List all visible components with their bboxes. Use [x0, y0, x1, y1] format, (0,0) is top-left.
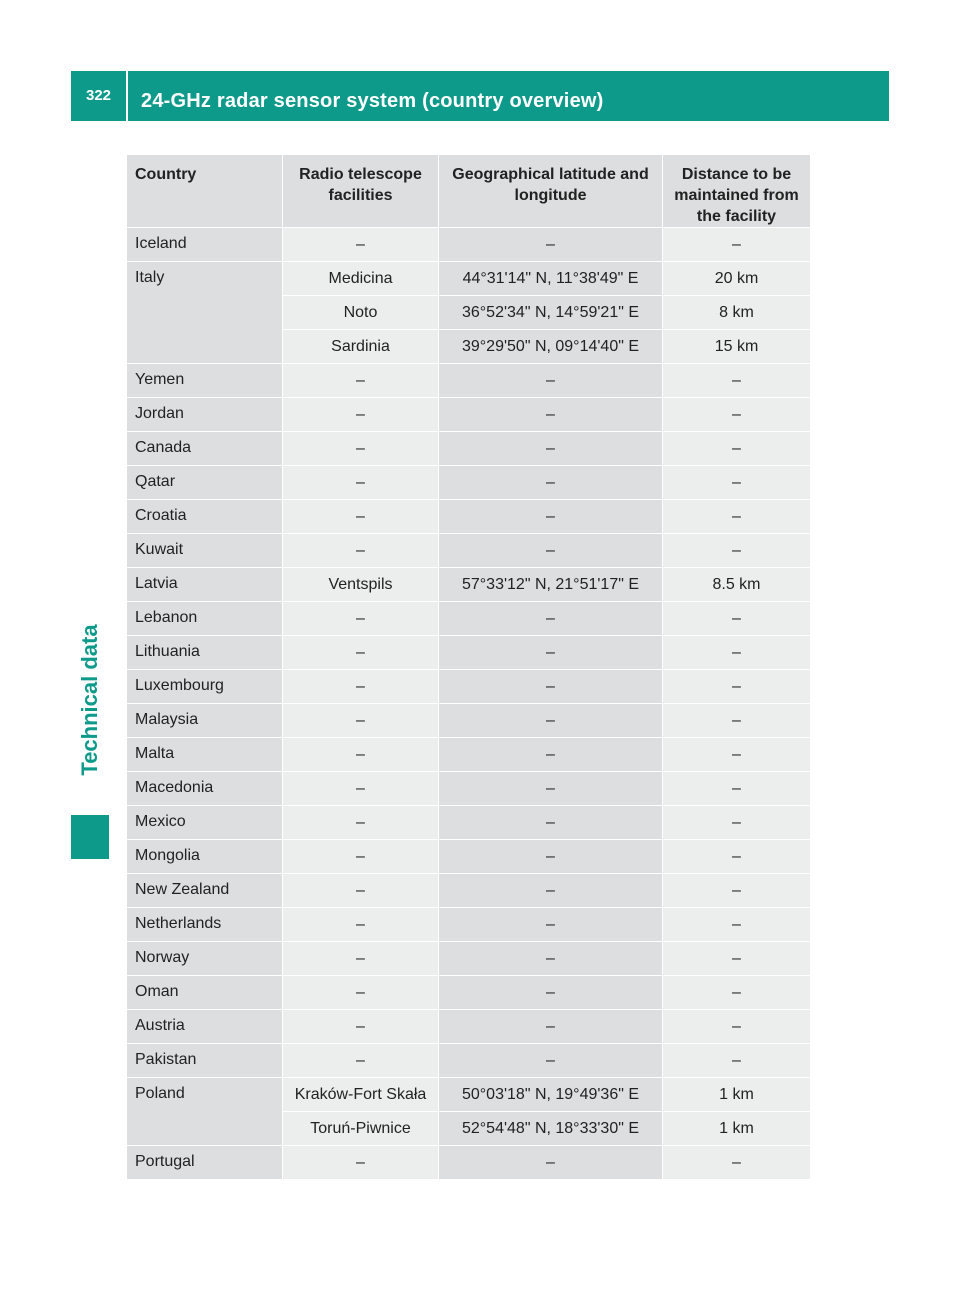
header-divider — [126, 71, 128, 121]
facility-cell: – — [283, 874, 439, 908]
country-cell: Mexico — [127, 806, 283, 840]
distance-cell: 8.5 km — [663, 568, 811, 602]
country-cell: Latvia — [127, 568, 283, 602]
country-cell: Portugal — [127, 1146, 283, 1180]
coordinates-cell: – — [439, 432, 663, 466]
page-number: 322 — [85, 87, 112, 104]
facility-cell: – — [283, 466, 439, 500]
table-body — [127, 228, 811, 1180]
coordinates-cell: – — [439, 772, 663, 806]
facility-cell: – — [283, 772, 439, 806]
coordinates-cell: – — [439, 874, 663, 908]
facility-cell: – — [283, 228, 439, 262]
distance-cell: – — [663, 1044, 811, 1078]
coordinates-cell: – — [439, 1044, 663, 1078]
facility-cell: Sardinia — [283, 330, 439, 364]
country-cell: Yemen — [127, 364, 283, 398]
country-cell: Lebanon — [127, 602, 283, 636]
table-row — [127, 534, 811, 568]
distance-cell: – — [663, 500, 811, 534]
country-cell: Malta — [127, 738, 283, 772]
coordinates-cell: 52°54'48" N, 18°33'30" E — [439, 1112, 663, 1146]
coordinates-cell: – — [439, 636, 663, 670]
table-row — [127, 262, 811, 296]
distance-cell: 1 km — [663, 1112, 811, 1146]
facility-cell: – — [283, 1044, 439, 1078]
column-header-facilities: Radio telescope facilities — [283, 155, 439, 228]
coordinates-cell: 39°29'50" N, 09°14'40" E — [439, 330, 663, 364]
facility-cell: Toruń-Piwnice — [283, 1112, 439, 1146]
distance-cell: 15 km — [663, 330, 811, 364]
country-cell: Qatar — [127, 466, 283, 500]
section-marker — [71, 815, 109, 859]
coordinates-cell: – — [439, 364, 663, 398]
distance-cell: – — [663, 840, 811, 874]
coordinates-cell: – — [439, 1010, 663, 1044]
distance-cell: 20 km — [663, 262, 811, 296]
country-table — [126, 154, 811, 1180]
distance-cell: – — [663, 432, 811, 466]
coordinates-cell: – — [439, 806, 663, 840]
facility-cell: – — [283, 636, 439, 670]
column-header-country: Country — [127, 155, 283, 228]
facility-cell: Medicina — [283, 262, 439, 296]
facility-cell: – — [283, 602, 439, 636]
country-cell: Netherlands — [127, 908, 283, 942]
coordinates-cell: – — [439, 670, 663, 704]
coordinates-cell: – — [439, 1146, 663, 1180]
country-cell: Lithuania — [127, 636, 283, 670]
coordinates-cell: 57°33'12" N, 21°51'17" E — [439, 568, 663, 602]
table-row — [127, 364, 811, 398]
country-cell: Iceland — [127, 228, 283, 262]
table-row — [127, 602, 811, 636]
page-title: 24-GHz radar sensor system (country overview) — [141, 90, 604, 112]
table-row — [127, 500, 811, 534]
coordinates-cell: – — [439, 228, 663, 262]
table-row — [127, 568, 811, 602]
table-row — [127, 942, 811, 976]
coordinates-cell: 50°03'18" N, 19°49'36" E — [439, 1078, 663, 1112]
coordinates-cell: – — [439, 976, 663, 1010]
distance-cell: – — [663, 1010, 811, 1044]
country-cell: Italy — [127, 262, 283, 364]
distance-cell: – — [663, 398, 811, 432]
country-cell: Pakistan — [127, 1044, 283, 1078]
coordinates-cell: – — [439, 908, 663, 942]
distance-cell: – — [663, 704, 811, 738]
coordinates-cell: – — [439, 704, 663, 738]
coordinates-cell: – — [439, 534, 663, 568]
facility-cell: Ventspils — [283, 568, 439, 602]
table-row — [127, 1044, 811, 1078]
distance-cell: – — [663, 534, 811, 568]
country-cell: Canada — [127, 432, 283, 466]
distance-cell: – — [663, 976, 811, 1010]
table-row — [127, 976, 811, 1010]
distance-cell: – — [663, 228, 811, 262]
table-header-row — [127, 155, 811, 228]
distance-cell: – — [663, 874, 811, 908]
section-tab-label: Technical data — [77, 624, 102, 776]
facility-cell: – — [283, 942, 439, 976]
distance-cell: – — [663, 1146, 811, 1180]
coordinates-cell: – — [439, 738, 663, 772]
table-row — [127, 466, 811, 500]
country-cell: Macedonia — [127, 772, 283, 806]
table-row — [127, 704, 811, 738]
facility-cell: – — [283, 534, 439, 568]
distance-cell: – — [663, 908, 811, 942]
distance-cell: – — [663, 636, 811, 670]
table-row — [127, 398, 811, 432]
table-row — [127, 772, 811, 806]
coordinates-cell: – — [439, 840, 663, 874]
distance-cell: – — [663, 772, 811, 806]
table-row — [127, 1010, 811, 1044]
country-cell: Austria — [127, 1010, 283, 1044]
country-cell: Norway — [127, 942, 283, 976]
facility-cell: – — [283, 670, 439, 704]
distance-cell: – — [663, 602, 811, 636]
facility-cell: – — [283, 976, 439, 1010]
country-cell: Poland — [127, 1078, 283, 1146]
table-row — [127, 1078, 811, 1112]
distance-cell: – — [663, 806, 811, 840]
distance-cell: – — [663, 364, 811, 398]
table-row — [127, 840, 811, 874]
coordinates-cell: – — [439, 500, 663, 534]
facility-cell: – — [283, 806, 439, 840]
column-header-distance: Distance to be maintained from the facility — [663, 155, 811, 228]
facility-cell: – — [283, 840, 439, 874]
table-row — [127, 432, 811, 466]
country-cell: New Zealand — [127, 874, 283, 908]
facility-cell: – — [283, 500, 439, 534]
country-cell: Croatia — [127, 500, 283, 534]
table-row — [127, 670, 811, 704]
table-row — [127, 1146, 811, 1180]
country-cell: Malaysia — [127, 704, 283, 738]
country-cell: Kuwait — [127, 534, 283, 568]
table-row — [127, 738, 811, 772]
distance-cell: – — [663, 670, 811, 704]
table-row — [127, 806, 811, 840]
facility-cell: Kraków-Fort Skała — [283, 1078, 439, 1112]
coordinates-cell: – — [439, 602, 663, 636]
facility-cell: – — [283, 432, 439, 466]
table-row — [127, 908, 811, 942]
facility-cell: – — [283, 704, 439, 738]
table-row — [127, 636, 811, 670]
section-tab — [71, 590, 109, 810]
coordinates-cell: 36°52'34" N, 14°59'21" E — [439, 296, 663, 330]
distance-cell: 1 km — [663, 1078, 811, 1112]
distance-cell: – — [663, 738, 811, 772]
facility-cell: – — [283, 398, 439, 432]
country-cell: Jordan — [127, 398, 283, 432]
facility-cell: – — [283, 738, 439, 772]
coordinates-cell: – — [439, 942, 663, 976]
facility-cell: Noto — [283, 296, 439, 330]
distance-cell: – — [663, 942, 811, 976]
facility-cell: – — [283, 908, 439, 942]
facility-cell: – — [283, 1146, 439, 1180]
table-row — [127, 874, 811, 908]
table-row — [127, 228, 811, 262]
coordinates-cell: 44°31'14" N, 11°38'49" E — [439, 262, 663, 296]
country-cell: Mongolia — [127, 840, 283, 874]
distance-cell: – — [663, 466, 811, 500]
country-cell: Oman — [127, 976, 283, 1010]
country-cell: Luxembourg — [127, 670, 283, 704]
coordinates-cell: – — [439, 466, 663, 500]
column-header-coordinates: Geographical latitude and longitude — [439, 155, 663, 228]
coordinates-cell: – — [439, 398, 663, 432]
facility-cell: – — [283, 1010, 439, 1044]
distance-cell: 8 km — [663, 296, 811, 330]
facility-cell: – — [283, 364, 439, 398]
